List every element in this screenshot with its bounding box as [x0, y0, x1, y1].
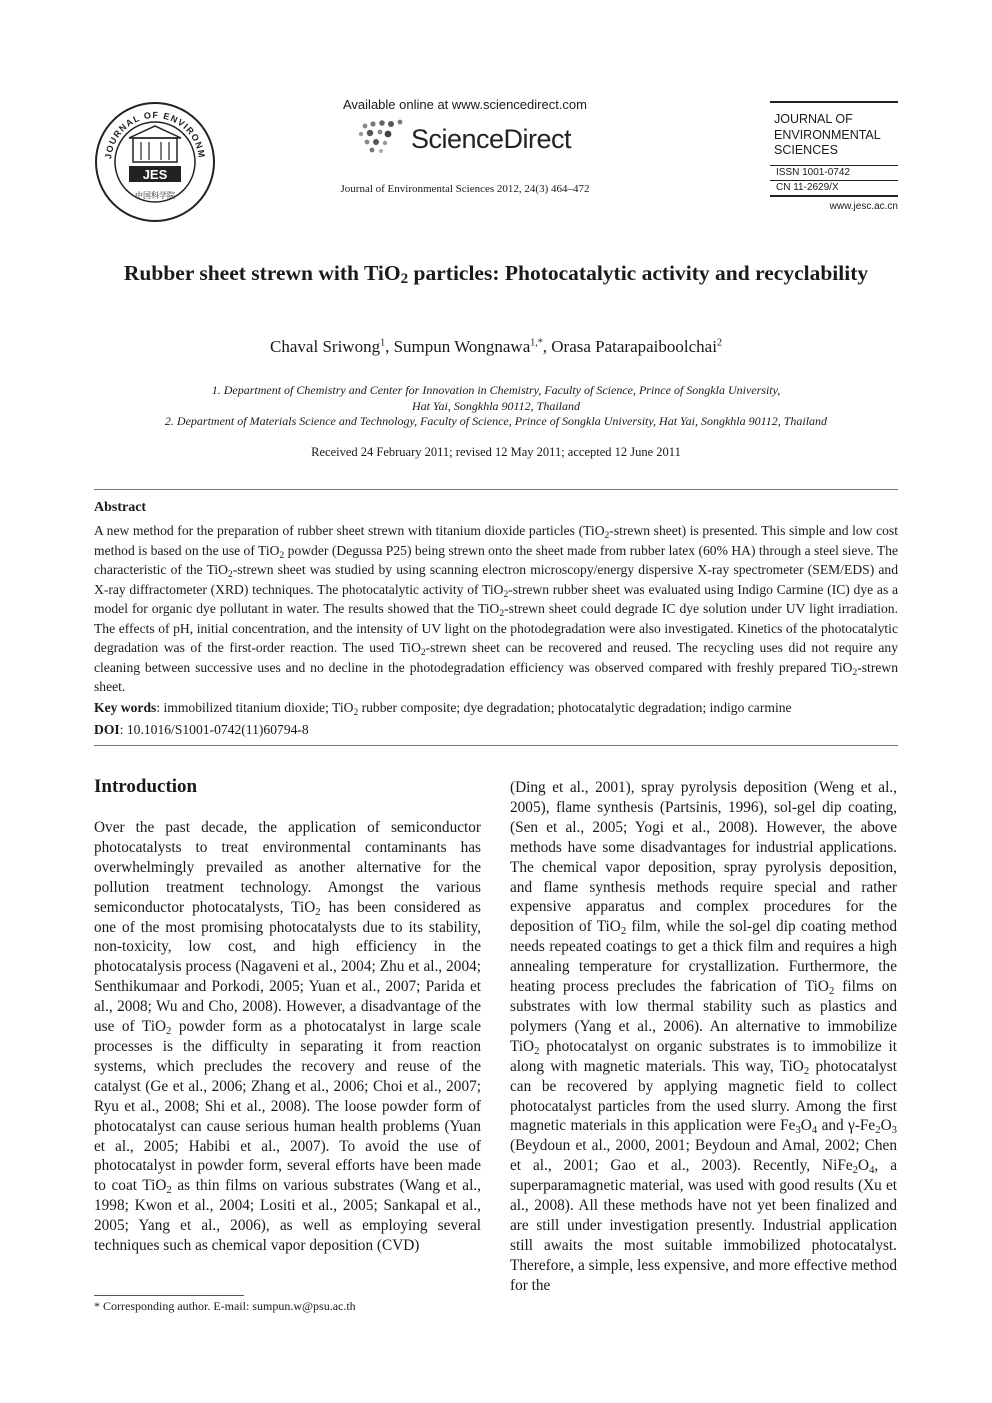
- journal-seal-logo: [93, 100, 217, 224]
- keywords: [94, 700, 898, 716]
- doi: [94, 722, 898, 738]
- affiliation-1-city: Hat Yai, Songkhla 90112, Thailand: [411, 398, 581, 413]
- affiliation-1: 1. Department of Chemistry and Center for Innovation in Chemistry, Faculty of Science, Prince of Songkla University,: [211, 383, 781, 397]
- author-name: Sumpun Wongnawa: [393, 337, 531, 356]
- keywords-label: Key words: [94, 700, 157, 715]
- journal-citation: Journal of Environmental Sciences 2012, 24(3) 464–472: [340, 183, 590, 195]
- sciencedirect-wordmark: ScienceDirect: [411, 124, 572, 154]
- journal-name-line: ENVIRONMENTAL: [774, 127, 881, 142]
- divider-bottom: [94, 745, 898, 746]
- svg-text:JES: JES: [142, 167, 168, 182]
- introduction-heading: Introduction: [94, 776, 198, 797]
- doi-label: DOI: [94, 722, 120, 737]
- abstract-heading: Abstract: [94, 500, 147, 515]
- divider-top: [94, 489, 898, 490]
- cn-number: CN 11-2629/X: [776, 181, 839, 193]
- affiliations: [100, 383, 892, 430]
- journal-info-box: [770, 101, 898, 212]
- svg-text:JOURNAL OF ENVIRONMENTAL SCIEN: JOURNAL OF ENVIRONM: [103, 109, 207, 160]
- received-dates: Received 24 February 2011; revised 12 May 2011; accepted 12 June 2011: [311, 445, 681, 459]
- corresponding-author-footnote: * Corresponding author. E-mail: sumpun.w@psu.ac.th: [94, 1299, 356, 1313]
- author-list: Chaval Sriwong$^1$, Sumpun Wongnawa$^{1,*}$, Orasa Patarapaiboolchai$^2$: [270, 337, 722, 356]
- available-online-text: Available online at www.sciencedirect.com: [343, 97, 587, 112]
- sciencedirect-logo: [355, 118, 585, 158]
- issn: ISSN 1001-0742: [776, 166, 850, 178]
- sciencedirect-dots-icon: [355, 118, 407, 158]
- footnote-rule: [94, 1295, 244, 1296]
- journal-name: [770, 103, 898, 165]
- abstract-body: A new method for the preparation of rubber sheet strewn with titanium dioxide particles (TiO$_2$-strewn sheet) is presented. This simple and low cost method is based on the use of TiO$_2$ powder (Degussa P25) being strewn onto the sheet made from rubber latex (60% HA) through a steel sieve. The characteristic of the TiO$_2$-strewn sheet was studied by using scanning electron microscopy/energy dispersive X-ray spectrometer (SEM/EDS) and X-ray diffractometer (XRD) techniques. The photocatalytic activity of TiO$_2$-strewn rubber sheet was evaluated using Indigo Carmine (IC) dye as a model for organic dye pollutant in water. The results showed that the TiO$_2$-strewn sheet could degrade IC dye solution under UV light irradiation. The effects of pH, initial concentration, and the intensity of UV light on the photodegradation were also investigated. Kinetics of the photocatalytic degradation was of the first-order reaction. The used TiO$_2$-strewn sheet can be recovered and reused. The recycling uses did not require any cleaning between successive uses and no decline in the photodegradation efficiency was observed compared with freshly prepared TiO$_2$-strewn sheet.: [94, 523, 898, 694]
- journal-name-line: SCIENCES: [774, 143, 838, 157]
- journal-name-line: JOURNAL OF: [774, 112, 853, 126]
- author-name: Chaval Sriwong: [270, 337, 381, 356]
- journal-url[interactable]: www.jesc.ac.cn: [829, 200, 898, 212]
- author-name: Orasa Patarapaiboolchai: [551, 337, 717, 356]
- keywords-text: : immobilized titanium dioxide; TiO$_2$ rubber composite; dye degradation; photocatalytic degradation; indigo carmine: [156, 700, 792, 718]
- article-title: Rubber sheet strewn with TiO$_2$ particles: Photocatalytic activity and recyclability: [123, 261, 869, 287]
- svg-text:中国科学院: 中国科学院: [135, 191, 175, 200]
- introduction-column-1: Over the past decade, the application of semiconductor photocatalysts to treat environmental contaminants has overwhelmingly prevailed as another alternative for the pollution treatment technology. Amongst the various semiconductor photocatalysts, TiO$_2$ has been considered as one of the most promising photocatalysts due to its stability, non-toxicity, low cost, and high efficiency in the photocatalysis process (Nagaveni et al., 2004; Zhu et al., 2004; Senthikumaar and Porkodi, 2005; Yuan et al., 2007; Parida et al., 2008; Wu and Cho, 2008). However, a disadvantage of the use of TiO$_2$ powder form as a photocatalyst in large scale processes is the difficulty in separating it from reaction systems, which precludes the recovery and reuse of the catalyst (Ge et al., 2006; Zhang et al., 2006; Choi et al., 2007; Ryu et al., 2008; Shi et al., 2008). The loose powder form of photocatalyst can cause serious human health problems (Yuan et al., 2005; Habibi et al., 2007). To avoid the use of photocatalyst in powder form, several efforts have been made to coat TiO$_2$ as thin films on various substrates (Wang et al., 1998; Kwon et al., 2004; Lositi et al., 2005; Sankapal et al., 2005; Yang et al., 2006), as well as employing several techniques such as chemical vapor deposition (CVD): [94, 819, 481, 1255]
- doi-value[interactable]: : 10.1016/S1001-0742(11)60794-8: [119, 722, 309, 737]
- introduction-column-2: (Ding et al., 2001), spray pyrolysis deposition (Weng et al., 2005), flame synthesis (Partsinis, 1996), sol-gel dip coating, (Sen et al., 2005; Yogi et al., 2008). However, the above methods have some disadvantages for industrial applications. The chemical vapor deposition, spray pyrolysis deposition, and flame synthesis methods require special and rather expensive apparatus and complex procedures for the deposition of TiO$_2$ film, while the sol-gel dip coating method needs repeated coatings to get a thick film and requires a high annealing temperature for crystallization. Furthermore, the heating process precludes the fabrication of TiO$_2$ films on substrates with low thermal stability such as plastics and polymers (Yang et al., 2006). An alternative to immobilize TiO$_2$ photocatalyst on organic substrates is to immobilize it along with magnetic materials. This way, TiO$_2$ photocatalyst can be recovered by applying magnetic field to collect photocatalyst particles from the used slurry. Among the first magnetic materials in this application were $Fe_3O_4$ and $\gamma-Fe_2O_3$ (Beydoun et al., 2000, 2001; Beydoun and Amal, 2002; Chen et al., 2001; Gao et al., 2003). Recently, $NiFe_2O_4$, a superparamagnetic material, was used with good results (Xu et al., 2008). All these methods have not yet been finalized and are still under investigation presently. Industrial application still awaits the most suitable immobilized photocatalyst. Therefore, a simple, less expensive, and more effective method for the: [510, 779, 898, 1294]
- affiliation-2: 2. Department of Materials Science and Technology, Faculty of Science, Prince of Songkla University, Hat Yai, Songkhla 90112, Thailand: [164, 414, 828, 428]
